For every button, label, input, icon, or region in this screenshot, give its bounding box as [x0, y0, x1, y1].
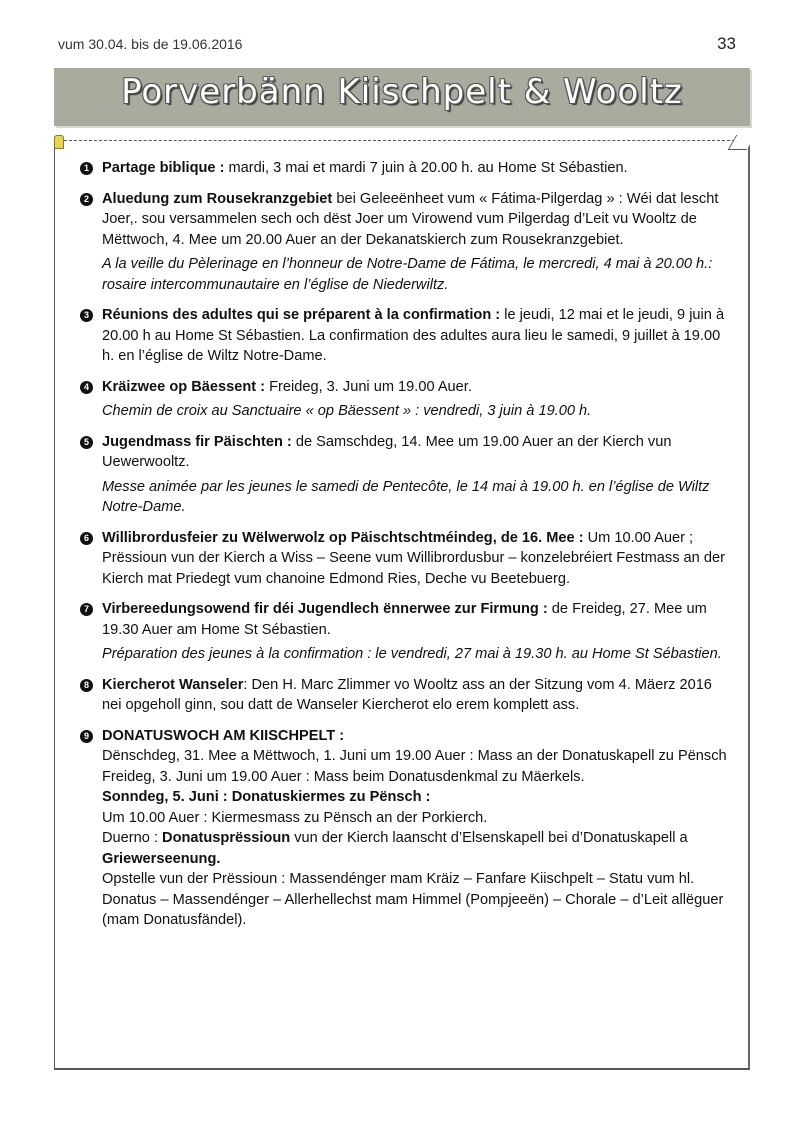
list-item	[80, 528, 730, 590]
item-heading: Kräizwee op Bäessent :	[102, 378, 266, 395]
item-heading: DONATUSWOCH AM KIISCHPELT :	[102, 727, 345, 744]
number-badge: 3	[80, 309, 93, 322]
item-heading: Partage biblique :	[102, 160, 225, 176]
item-text: Opstelle vun der Prëssioun : Massendénger mam Kräiz – Fanfare Kiischpelt – Statu vum hl. Donatus – Massendénger – Allerhellechst mam Himmel (Pompjeeën) – Chorale – d’Leit allëguer (mam Donatusfändel).	[102, 871, 724, 928]
list-item	[80, 305, 730, 367]
item-text: Freideg, 3. Juni um 19.00 Auer.	[265, 378, 472, 395]
page-title: Porverbänn Kiischpelt & Wooltz	[121, 72, 683, 112]
item-text-bold: Griewerseenung.	[102, 850, 221, 867]
item-text: mardi, 3 mai et mardi 7 juin à 20.00 h. au Home St Sébastien.	[224, 160, 628, 176]
header-date: vum 30.04. bis de 19.06.2016	[58, 36, 243, 52]
pin-icon	[54, 135, 64, 149]
item-text: Um 10.00 Auer ; Prëssioun vun der Kierch a Wiss – Seene vum Willibrordusbur – konzelebréiert Festmass an der Kierch mat Priedegt vum chanoine Edmond Ries, Deche vu Beetebuerg.	[102, 529, 725, 587]
item-text: : Den H. Marc Zlimmer vo Wooltz ass an der Sitzung vom 4. Mäerz 2016 nei opgeholl ginn, sou datt de Wanseler Kiercherot elo erem komplett ass.	[102, 676, 712, 713]
number-badge: 7	[80, 603, 93, 616]
item-text-part: Duerno :	[102, 830, 163, 846]
item-text: Dënschdeg, 31. Mee a Mëttwoch, 1. Juni um 19.00 Auer : Mass an der Donatuskapell zu Pënsch	[102, 748, 727, 764]
item-text: Freideg, 3. Juni um 19.00 Auer : Mass beim Donatusdenkmal zu Mäerkels.	[102, 768, 585, 785]
item-text: Um 10.00 Auer : Kiermesmass zu Pënsch an der Porkierch.	[102, 809, 488, 826]
number-badge: 5	[80, 436, 93, 449]
item-heading: Kiercherot Wanseler	[102, 676, 244, 693]
item-french-text: Préparation des jeunes à la confirmation : le vendredi, 27 mai à 19.30 h. au Home St Sébastien.	[102, 646, 722, 662]
page-number: 33	[717, 34, 736, 53]
list-item	[80, 158, 730, 179]
number-badge: 1	[80, 162, 93, 175]
item-heading: Jugendmass fir Päischten :	[102, 433, 292, 450]
item-text: de Samschdeg, 14. Mee um 19.00 Auer an der Kierch vun Uewerwooltz.	[102, 433, 672, 470]
list-item	[80, 675, 730, 716]
list-item	[80, 599, 730, 665]
number-badge: 8	[80, 679, 93, 692]
announcement-list	[80, 158, 730, 941]
item-french-text: A la veille du Pèlerinage en l’honneur de Notre-Dame de Fátima, le mercredi, 4 mai à 20.00 h.: rosaire intercommunautaire en l’église de Niederwiltz.	[102, 256, 713, 293]
item-heading: Réunions des adultes qui se préparent à la confirmation :	[102, 307, 501, 323]
item-text	[102, 828, 730, 869]
item-heading: Virbereedungsowend fir déi Jugendlech ënnerwee zur Firmung :	[102, 601, 548, 617]
number-badge: 2	[80, 193, 93, 206]
list-item	[80, 189, 730, 296]
item-heading: Willibrordusfeier zu Wëlwerwolz op Päischtschtméindeg, de 16. Mee :	[102, 529, 584, 546]
number-badge: 9	[80, 730, 93, 743]
list-item	[80, 726, 730, 931]
page-curl-icon	[728, 135, 756, 150]
item-french-text: Chemin de croix au Sanctuaire « op Bäessent » : vendredi, 3 juin à 19.00 h.	[102, 403, 592, 419]
item-text: le jeudi, 12 mai et le jeudi, 9 juin à 20.00 h au Home St Sébastien. La confirmation des adultes aura lieu le samedi, 9 juillet à 19.00 h. en l’église de Wiltz Notre-Dame.	[102, 307, 725, 364]
item-text: de Freideg, 27. Mee um 19.30 Auer am Home St Sébastien.	[102, 601, 707, 638]
number-badge: 4	[80, 381, 93, 394]
item-french-text: Messe animée par les jeunes le samedi de Pentecôte, le 14 mai à 19.00 h. en l’église de Wiltz Notre-Dame.	[102, 478, 710, 515]
item-text-part: vun der Kierch laanscht d’Elsenskapell bei d’Donatuskapell a	[290, 830, 688, 846]
item-subheading: Sonndeg, 5. Juni : Donatuskiermes zu Pënsch :	[102, 789, 431, 805]
item-heading: Aluedung zum Rousekranzgebiet	[102, 190, 333, 207]
item-text-bold: Donatusprëssioun	[162, 830, 291, 846]
list-item	[80, 377, 730, 422]
title-banner	[54, 68, 750, 126]
number-badge: 6	[80, 532, 93, 545]
item-text: bei Geleeënheet vum « Fátima-Pilgerdag » : Wéi dat lescht Joer,. sou versammelen sech och dëst Joer um Virowend vum Pilgerdag d’Leit vu Wooltz de Mëttwoch, 4. Mee um 20.00 Auer an der Dekanatskierch zum Rousekranzgebiet.	[102, 190, 719, 248]
list-item	[80, 432, 730, 518]
